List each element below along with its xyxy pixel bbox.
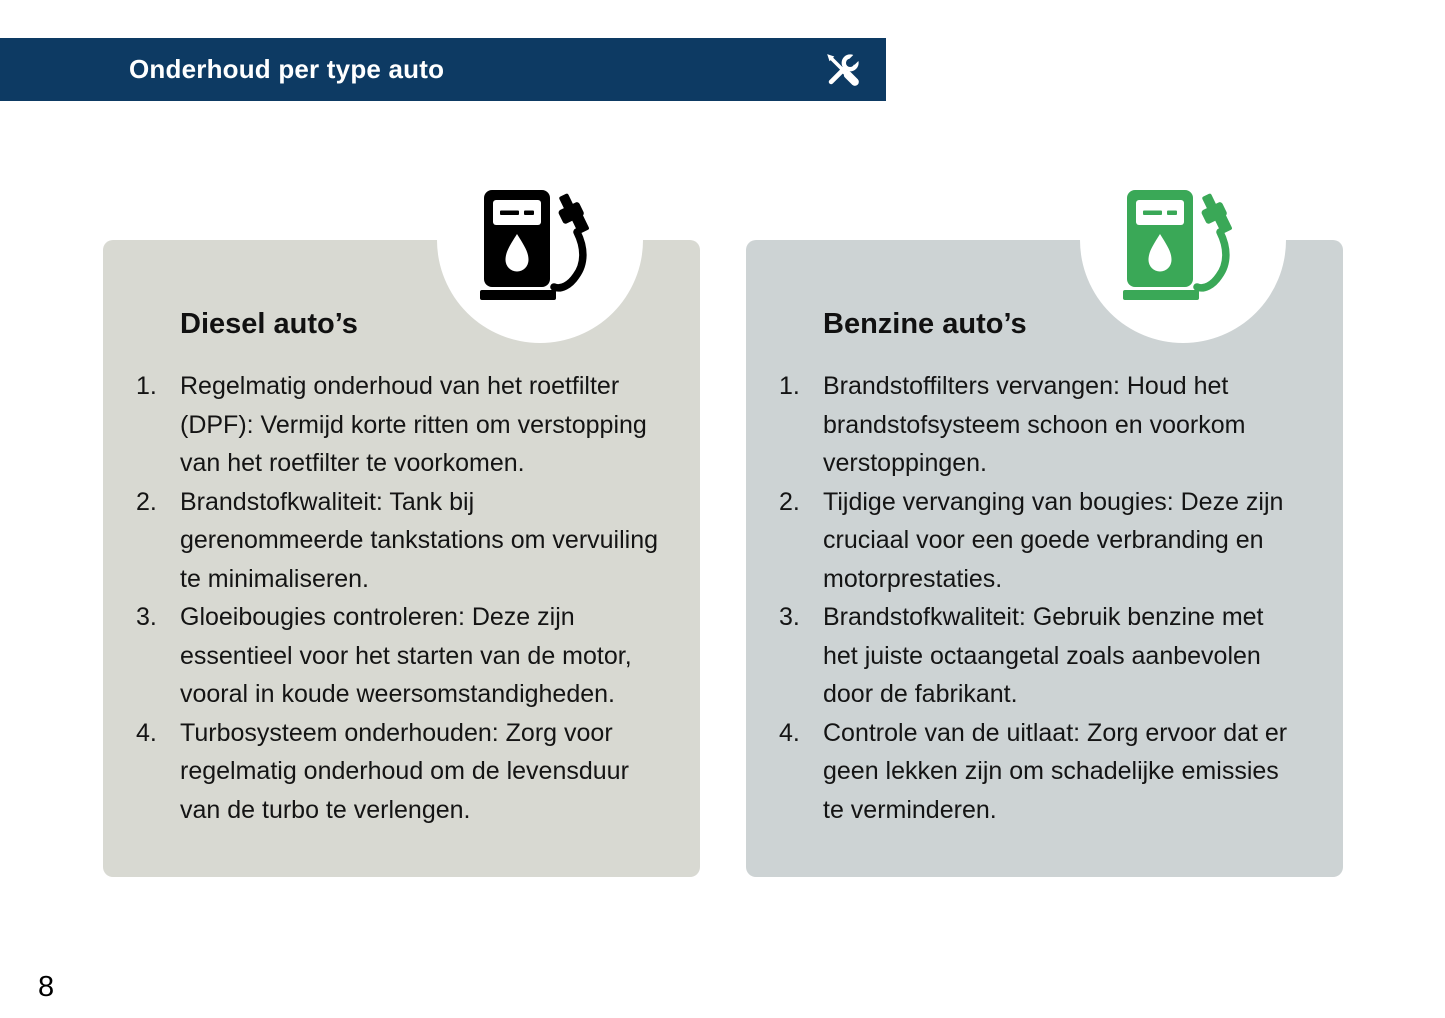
list-item xyxy=(136,598,662,714)
list-item-text: Controle van de uitlaat: Zorg ervoor dat er geen lekken zijn om schadelijke emissies te verminderen. xyxy=(823,718,1288,824)
list-item-number: 3. xyxy=(136,603,157,631)
list-item-text: Tijdige vervanging van bougies: Deze zijn cruciaal voor een goede verbranding en motorprestaties. xyxy=(823,487,1284,593)
benzine-card xyxy=(746,240,1343,877)
card-title-diesel: Diesel auto’s xyxy=(180,308,358,340)
page-header xyxy=(0,38,886,101)
diesel-card xyxy=(103,240,700,877)
list-item-number: 4. xyxy=(779,718,800,747)
list-item-text: Brandstofkwaliteit: Gebruik benzine met het juiste octaangetal zoals aanbevolen door de fabrikant. xyxy=(823,603,1264,708)
list-item-text: Turbosysteem onderhouden: Zorg voor regelmatig onderhoud om de levensduur van de turbo te verlengen. xyxy=(180,718,629,824)
list-item-number: 1. xyxy=(779,372,800,400)
tools-icon xyxy=(824,51,862,89)
list-item xyxy=(779,367,1305,483)
card-title-benzine: Benzine auto’s xyxy=(823,308,1027,340)
list-item-number: 4. xyxy=(136,718,157,747)
list-item-number: 3. xyxy=(779,603,800,631)
benzine-icon-circle xyxy=(1080,137,1286,343)
list-item xyxy=(136,483,662,599)
diesel-icon-circle xyxy=(437,137,643,343)
list-item xyxy=(136,367,662,483)
list-item-number: 2. xyxy=(136,487,157,516)
list-item-text: Regelmatig onderhoud van het roetfilter (DPF): Vermijd korte ritten om verstopping van het roetfilter te voorkomen. xyxy=(180,372,647,477)
list-item xyxy=(136,714,662,830)
list-item xyxy=(779,598,1305,714)
list-item xyxy=(779,714,1305,830)
diesel-maintenance-list xyxy=(103,367,700,829)
list-item-text: Brandstofkwaliteit: Tank bij gerenommeerde tankstations om vervuiling te minimaliseren. xyxy=(180,487,659,593)
list-item-text: Gloeibougies controleren: Deze zijn essentieel voor het starten van de motor, vooral in koude weersomstandigheden. xyxy=(180,603,632,708)
list-item-number: 2. xyxy=(779,487,800,516)
page-title: Onderhoud per type auto xyxy=(129,54,445,84)
benzine-maintenance-list xyxy=(746,367,1343,829)
list-item-text: Brandstoffilters vervangen: Houd het brandstofsysteem schoon en voorkom verstoppingen. xyxy=(823,372,1246,477)
fuel-pump-icon xyxy=(1123,190,1243,304)
list-item-number: 1. xyxy=(136,372,157,400)
list-item xyxy=(779,483,1305,599)
page-number: 8 xyxy=(38,971,55,1003)
fuel-pump-icon xyxy=(480,190,600,304)
